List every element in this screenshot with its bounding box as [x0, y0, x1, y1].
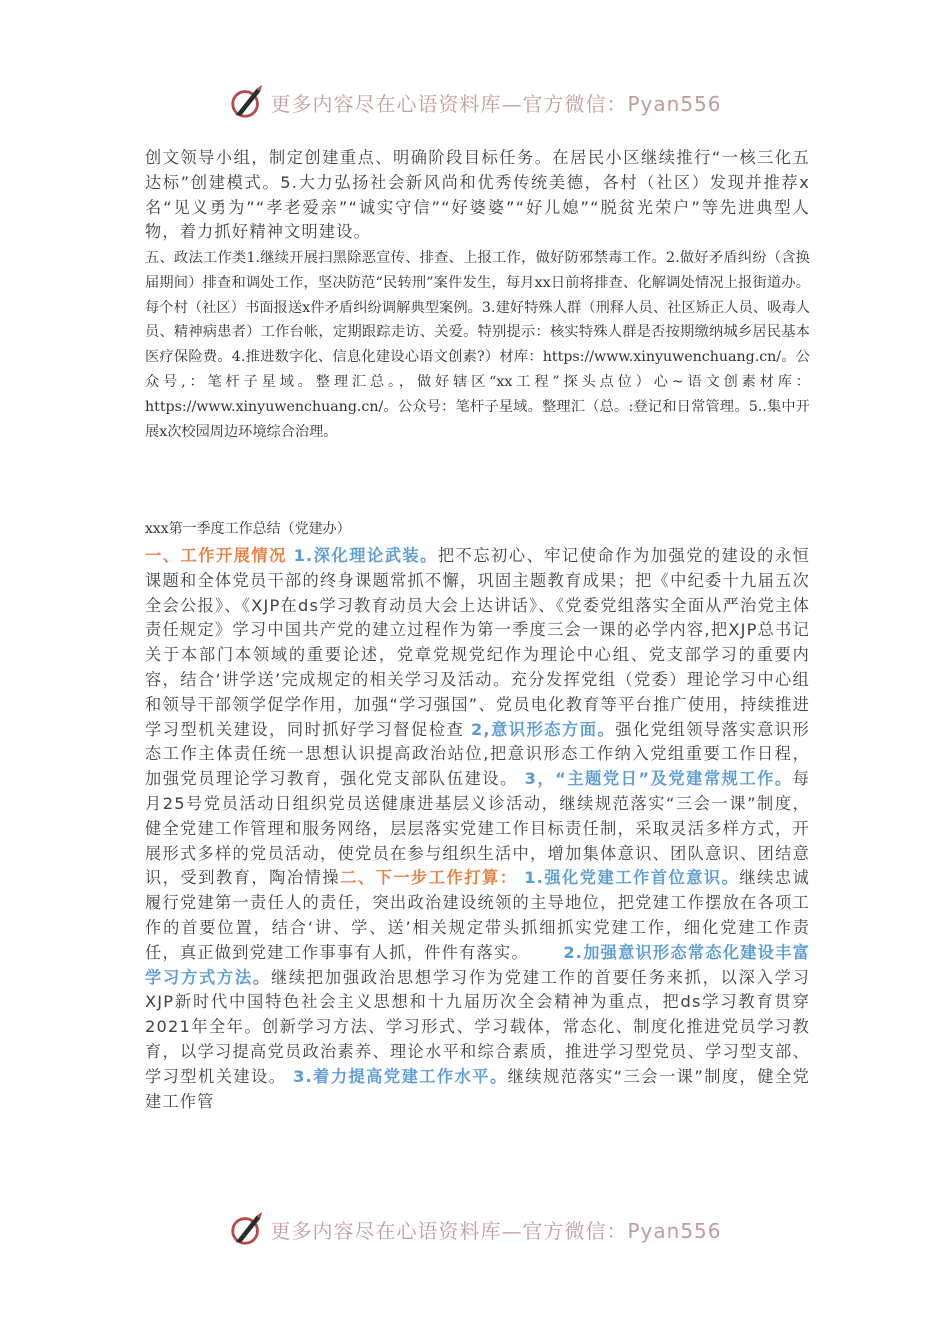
subheading-party-day: 3，“主题党日”及党建常规工作。 — [524, 769, 793, 789]
paragraph-civilization: 创文领导小组，制定创建重点、明确阶段目标任务。在居民小区继续推行“一核三化五达标”创建模式。5.大力弘扬社会新风尚和优秀传统美德，各村（社区）发现并推荐x名“见义勇为”“孝老爱亲”“诚实守信”“好婆婆”“好儿媳”“脱贫光荣户”等先进典型人物，着力抓好精神文明建设。 — [145, 148, 810, 242]
banner-wechat-id: Pyan556 — [627, 91, 722, 116]
work-summary-body — [145, 544, 810, 1114]
footer-watermark-banner — [0, 1209, 950, 1249]
banner-text — [270, 1215, 721, 1244]
banner-wechat-id: Pyan556 — [627, 1218, 722, 1243]
text-level: 继续规范落实“三会一课”制度，健全党建工作管 — [145, 1066, 810, 1111]
text-theory: 把不忘初心、牢记使命作为加强党的建设的永恒课题和全体党员干部的终身课题常抓不懈，巩固主题教育成果；把《中纪委十九届五次全会公报》、《XJP在ds学习教育动员大会上达讲话》、《党委党组落实全面从严治党主体责任规定》学习中国共产党的建立过程作为第一季度三会一课的必学内容,把XJP总书记关于本部门本领域的重要论述，党章党规党纪作为理论中心组、党支部学习的重要内容，结合‘讲学送’完成规定的相关学习及活动。充分发挥党组（党委）理论学习中心组和领导干部领学促学作用，加强“学习强国”、党员电化教育等平台推广使用，持续推进学习型机关建设，同时抓好学习督促检查 — [145, 546, 810, 739]
section-heading-plan: 二、下一步工作打算： — [340, 868, 518, 888]
text-party-day: 每月25号党员活动日组织党员送健康进基层义诊活动，继续规范落实“三会一课”制度，健全党建工作管理和服务网络，层层落实党建工作目标责任制，采取灵活多样方式，开展形式多样的党员活动，使党员在参与组织生活中，增加集体意识、团队意识、团结意识，受到教育，陶冶情操 — [145, 769, 810, 888]
section-heading-progress: 一、工作开展情况 — [145, 546, 287, 565]
header-watermark-banner — [0, 82, 950, 122]
subheading-ideology: 2,意识形态方面。 — [470, 719, 616, 739]
subheading-priority: 1.强化党建工作首位意识。 — [524, 868, 740, 888]
subheading-learning: 2.加强意识形态常态化建设丰富学习方式方法。 — [145, 942, 810, 987]
text-learning: 继续把加强政治思想学习作为党建工作的首要任务来抓，以深入学习XJP新时代中国特色社会主义思想和十九届历次全会精神为重点，把ds学习教育贯穿2021年全年。创新学习方法、学习形式、学习载体，常态化、制度化推进党员学习教育，以学习提高党员政治素养、理论水平和综合素质，推进学习型党员、学习型支部、学习型机关建设。 — [145, 967, 811, 1086]
paragraph-legal-affairs: 五、政法工作类1.继续开展扫黑除恶宣传、排查、上报工作，做好防邪禁毒工作。2.做好矛盾纠纷（含换届期间）排查和调处工作，坚决防范“民转刑”案件发生，每月xx日前将排查、化解调处情况上报街道办。每个村（社区）书面报送x件矛盾纠纷调解典型案例。3.建好特殊人群（刑释人员、社区矫正人员、吸毒人员、精神病患者）工作台帐，定期跟踪走访、关爱。特别提示：核实特殊人群是否按期缴纳城乡居民基本医疗保险费。4.推进数字化、信息化建设心语文创素?）材库：https://www.xinyuwenchuang.cn/。公众号,：笔杆子星域。整理汇总。，做好辖区“xx工程”探头点位）心~语文创素材库：https://www.xinyuwenchuang.cn/。公众号：笔杆子星域。整理汇（总。:登记和日常管理。5..集中开展x次校园周边环境综合治理。 — [145, 250, 810, 440]
text-ideology: 强化党组领导落实意识形态工作主体责任统一思想认识提高政治站位,把意识形态工作纳入党组重要工作日程，加强党员理论学习教育，强化党支部队伍建设。 — [145, 719, 810, 789]
text-priority: 继续忠诚履行党建第一责任人的责任，突出政治建设统领的主导地位，把党建工作摆放在各项工作的首要位置，结合‘讲、学、送’相关规定带头抓细抓实党建工作，细化党建工作责任，真正做到党建工作事事有人抓，件件有落实。 — [145, 868, 810, 962]
quill-logo-icon — [228, 83, 266, 121]
subheading-theory: 1.深化理论武装。 — [293, 546, 438, 565]
banner-label: 更多内容尽在心语资料库—官方微信： — [270, 1218, 628, 1243]
quill-logo-icon — [228, 1210, 266, 1248]
banner-label: 更多内容尽在心语资料库—官方微信： — [270, 91, 628, 116]
document-title: xxx第一季度工作总结（党建办） — [145, 521, 351, 537]
banner-text — [270, 88, 721, 117]
subheading-level: 3.着力提高党建工作水平。 — [293, 1066, 508, 1086]
